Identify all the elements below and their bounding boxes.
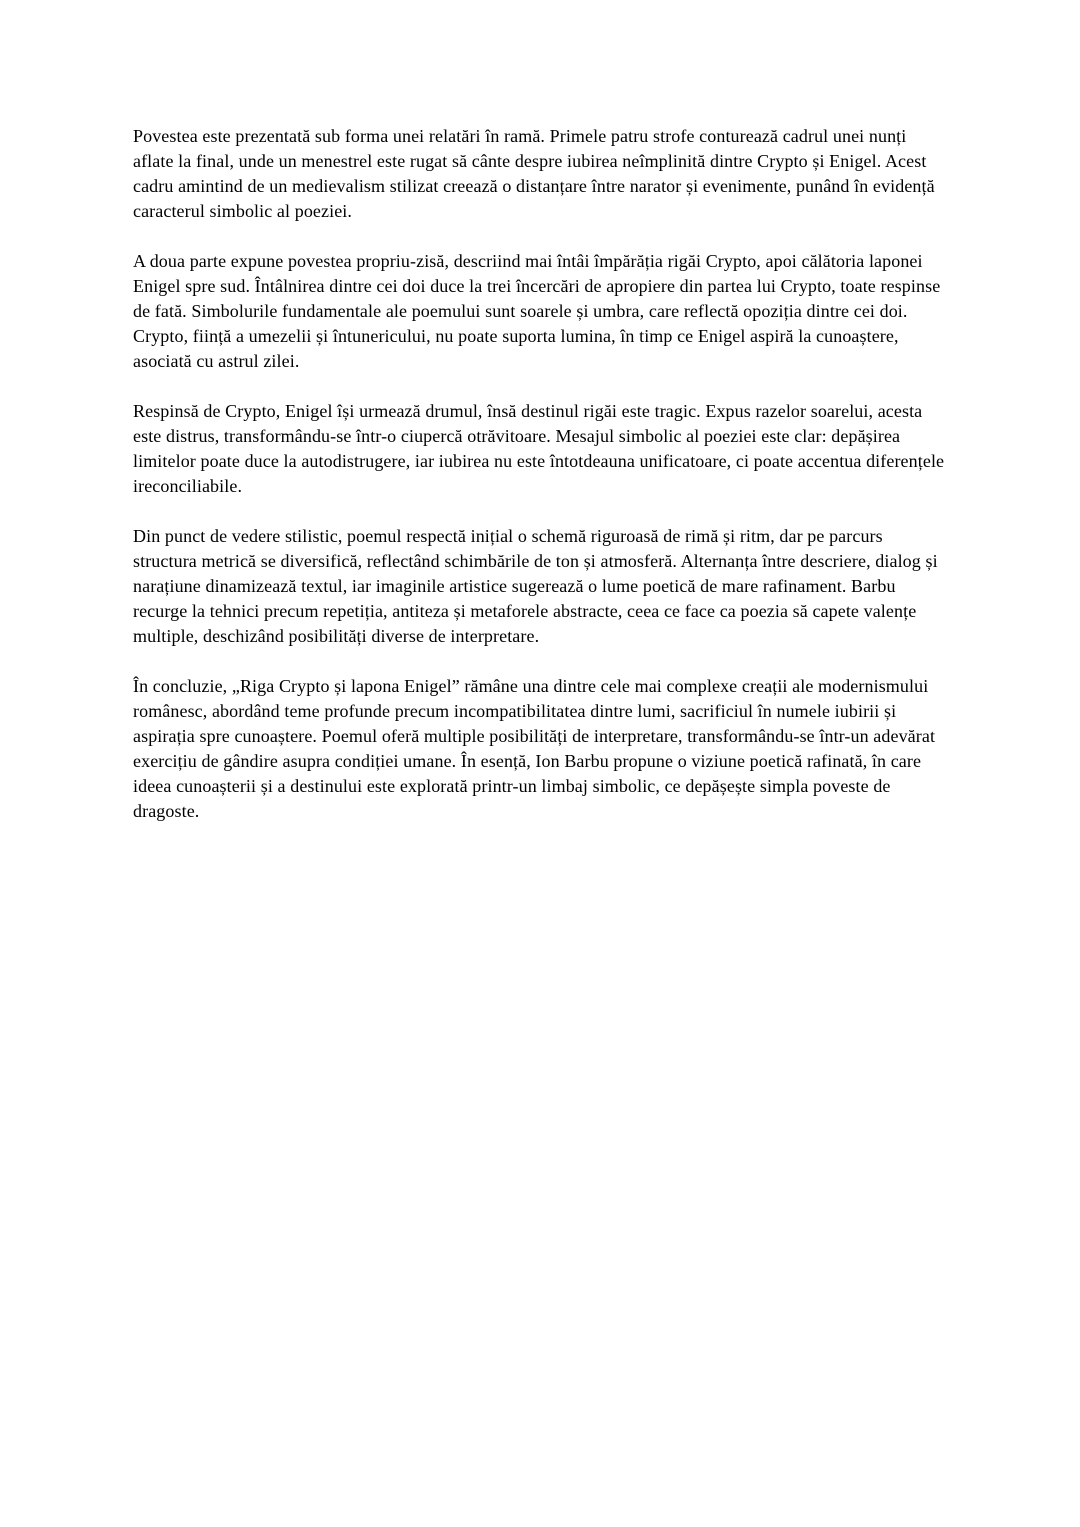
paragraph-second-part: A doua parte expune povestea propriu-zisă, descriind mai întâi împărăția rigăi Crypto, apoi călătoria laponei Enigel spre sud. Întâlnirea dintre cei doi duce la trei încercări de apropiere din partea lui Crypto, toate respinse de fată. Simbolurile fundamentale ale poemului sunt soarele și umbra, care reflectă opoziția dintre cei doi. Crypto, ființă a umezelii și întunericului, nu poate suporta lumina, în timp ce Enigel aspiră la cunoaștere, asociată cu astrul zilei. (133, 251, 941, 371)
paragraph-framing-narrative: Povestea este prezentată sub forma unei relatări în ramă. Primele patru strofe conturează cadrul unei nunți aflate la final, unde un menestrel este rugat să cânte despre iubirea neîmplinită dintre Crypto și Enigel. Acest cadru amintind de un medievalism stilizat creează o distanțare între narator și evenimente, punând în evidență caracterul simbolic al poeziei. (133, 126, 935, 221)
paragraph-stylistic-analysis: Din punct de vedere stilistic, poemul respectă inițial o schemă riguroasă de rimă și ritm, dar pe parcurs structura metrică se diversifică, reflectând schimbările de ton și atmosferă. Alternanța între descriere, dialog și narațiune dinamizează textul, iar imaginile artistice sugerează o lume poetică de mare rafinament. Barbu recurge la tehnici precum repetiția, antiteza și metaforele abstracte, ceea ce face ca poezia să capete valențe multiple, deschizând posibilități diverse de interpretare. (133, 526, 938, 646)
paragraph-tragic-destiny: Respinsă de Crypto, Enigel își urmează drumul, însă destinul rigăi este tragic. Expus razelor soarelui, acesta este distrus, transformându-se într-o ciupercă otrăvitoare. Mesajul simbolic al poeziei este clar: depășirea limitelor poate duce la autodistrugere, iar iubirea nu este întotdeauna unificatoare, ci poate accentua diferențele ireconciliabile. (133, 401, 945, 496)
paragraph-conclusion: În concluzie, „Riga Crypto și lapona Enigel” rămâne una dintre cele mai complexe creații ale modernismului românesc, abordând teme profunde precum incompatibilitatea dintre lumi, sacrificiul în numele iubirii și aspirația spre cunoaștere. Poemul oferă multiple posibilități de interpretare, transformându-se într-un adevărat exercițiu de gândire asupra condiției umane. În esență, Ion Barbu propune o viziune poetică rafinată, în care ideea cunoașterii și a destinului este explorată printr-un limbaj simbolic, ce depășește simpla poveste de dragoste. (133, 676, 936, 821)
